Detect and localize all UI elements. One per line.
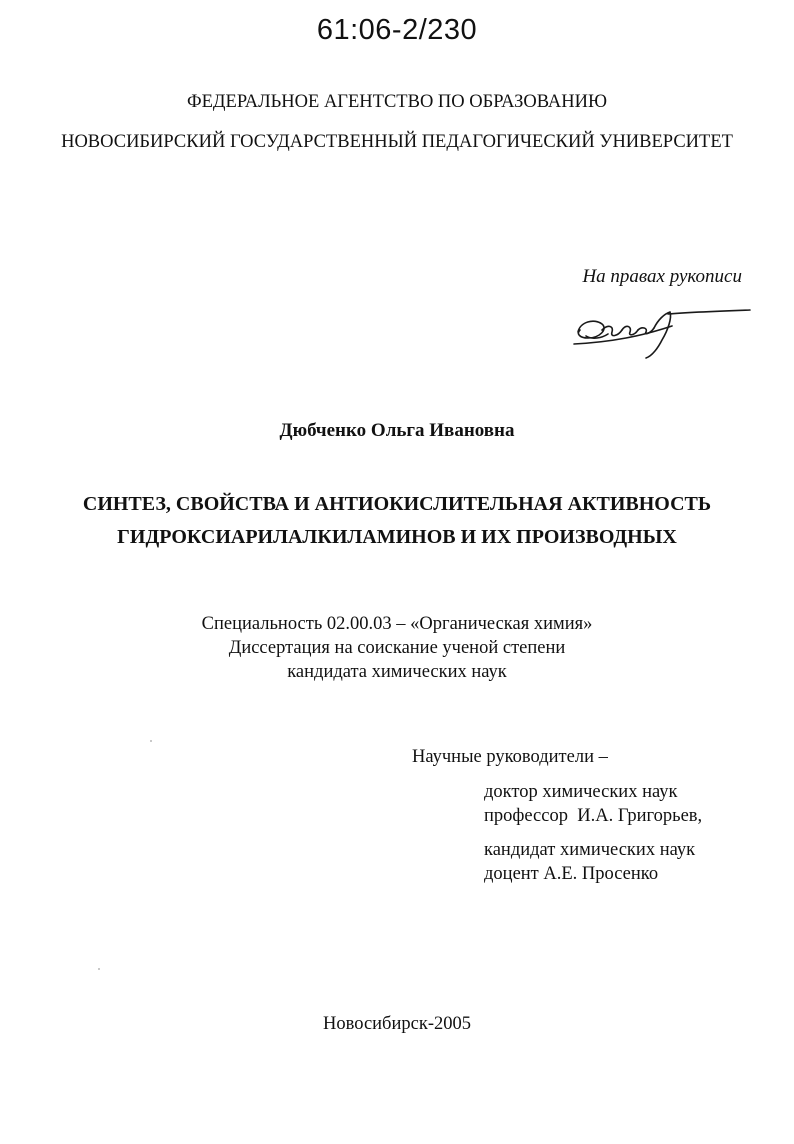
title-line-2: ГИДРОКСИАРИЛАЛКИЛАМИНОВ И ИХ ПРОИЗВОДНЫХ [117,526,677,548]
degree-line: Диссертация на соискание ученой степени [228,638,566,658]
advisor-second-degree: кандидат химических наук [484,840,696,860]
scan-speck [98,968,100,970]
city-year: Новосибирск-2005 [323,1014,471,1034]
manuscript-rights-note: На правах рукописи [582,266,742,287]
specialty-line: Специальность 02.00.03 – «Органическая химия» [201,614,593,634]
advisors-heading: Научные руководители – [412,747,608,767]
advisor-first-name: профессор И.А. Григорьев, [484,806,703,826]
archive-stamp-number: 61:06-2/230 [316,14,478,46]
advisor-first-degree: доктор химических наук [484,782,678,802]
degree-field-line: кандидата химических наук [287,662,507,682]
specialty-block [0,612,794,684]
university-name: НОВОСИБИРСКИЙ ГОСУДАРСТВЕННЫЙ ПЕДАГОГИЧЕСКИЙ УНИВЕРСИТЕТ [61,132,733,152]
agency-name: ФЕДЕРАЛЬНОЕ АГЕНТСТВО ПО ОБРАЗОВАНИЮ [187,92,607,112]
title-line-1: СИНТЕЗ, СВОЙСТВА И АНТИОКИСЛИТЕЛЬНАЯ АКТИВНОСТЬ [82,493,712,515]
advisor-second [484,838,695,886]
scan-speck [150,740,152,742]
advisor-first [484,780,702,828]
author-name: Дюбченко Ольга Ивановна [279,420,515,441]
dissertation-title [0,488,794,554]
author-signature [572,300,756,362]
advisor-second-name: доцент А.Е. Просенко [484,864,659,884]
